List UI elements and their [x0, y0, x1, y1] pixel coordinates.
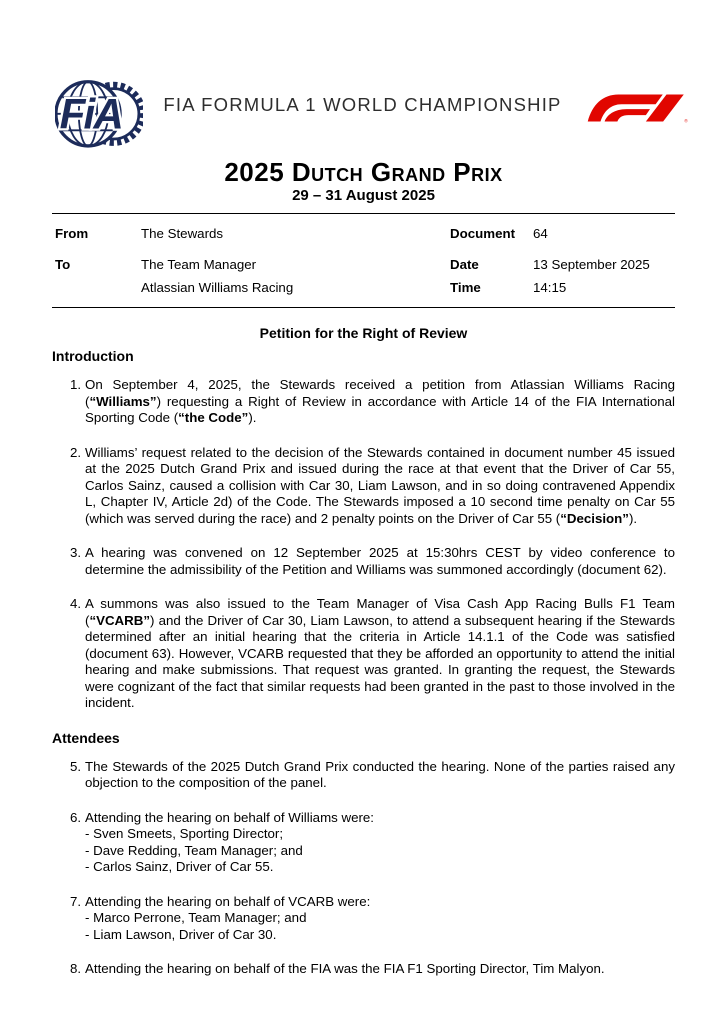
time-value: 14:15 [533, 280, 567, 295]
sub-line: - Marco Perrone, Team Manager; and [85, 910, 307, 925]
section-heading: Introduction [52, 348, 134, 364]
text: ) and the Driver of Car 30, Liam Lawson, to attend a subsequent hearing if the Stewards determined after an initial hearing that the criteria in Article 14.1.1 of the Code was satisfied (document 63). However, VCARB requested that they be afforded an opportunity to attend the initial hearing and make submissions. That request was granted. In granting the request, the Stewards were cognizant of the fact that similar requests had been granted in the past to those involved in the incident. [85, 612, 675, 710]
bold-text: “the Code” [178, 410, 249, 425]
to-value-line1: The Team Manager [141, 257, 257, 272]
item-text [85, 894, 675, 944]
document-header [0, 0, 724, 158]
item-paragraph [85, 596, 675, 712]
sub-line: - Liam Lawson, Driver of Car 30. [85, 926, 277, 942]
f1-icon [582, 93, 688, 123]
list-item [52, 545, 675, 578]
item-text [85, 961, 675, 978]
item-paragraph [85, 377, 675, 427]
event-dates: 29 – 31 August 2025 [292, 187, 435, 204]
sub-line: - Dave Redding, Team Manager; and [85, 842, 303, 858]
text: A summons was also issued to the Team Manager of Visa Cash App Racing Bulls F1 Team ( [85, 596, 675, 628]
fia-globe-gear-icon [55, 66, 143, 158]
date-label: Date [450, 257, 479, 272]
item-paragraph [85, 961, 675, 978]
text: ). [628, 510, 638, 526]
item-number: 6. [70, 809, 82, 825]
list-item [52, 961, 675, 978]
item-number: 4. [70, 596, 82, 611]
date-value: 13 September 2025 [533, 257, 650, 272]
item-number: 7. [70, 893, 82, 909]
item-text [85, 759, 675, 792]
text: A hearing was convened on 12 September 2025 at 15:30hrs CEST by video conference to determine the admissibility of the Petition and Williams was summoned accordingly (document 62). [85, 545, 675, 577]
item-number: 2. [70, 444, 82, 460]
item-number: 8. [70, 961, 82, 976]
fia-logo-text: FiA [59, 90, 123, 138]
text: ) requesting a Right of Review in accordance with Article 14 of the FIA International Sporting Code ( [85, 393, 675, 425]
time-label: Time [450, 280, 481, 295]
item-text [85, 810, 675, 876]
item-text [85, 545, 675, 578]
text: Attending the hearing on behalf of VCARB were: [85, 893, 371, 909]
list-item [52, 894, 675, 944]
item-paragraph [85, 810, 675, 827]
event-title: 2025 Dutch Grand Prix [224, 157, 503, 187]
from-value: The Stewards [141, 226, 224, 241]
text: Attending the hearing on behalf of Williams were: [85, 809, 374, 825]
list-item [52, 759, 675, 792]
sections [52, 348, 675, 978]
list-item [52, 445, 675, 528]
item-number: 3. [70, 545, 82, 560]
item-paragraph [85, 445, 675, 528]
item-text [85, 445, 675, 528]
document-value: 64 [533, 226, 548, 241]
list-item [52, 810, 675, 876]
list-item [52, 596, 675, 712]
item-paragraph [85, 894, 675, 911]
bold-text: “VCARB” [89, 612, 151, 628]
document-label: Document [450, 226, 516, 241]
f1-logo [582, 93, 688, 123]
meta-table [52, 213, 675, 308]
section-heading: Attendees [52, 729, 120, 746]
text: ). [248, 410, 257, 425]
text: On September 4, 2025, the Stewards received a petition from Atlassian Williams Racing ( [85, 377, 675, 409]
spacer-cell [55, 280, 141, 296]
item-number: 5. [70, 758, 82, 774]
text: Attending the hearing on behalf of the FIA was the FIA F1 Sporting Director, Tim Malyon. [85, 961, 605, 976]
item-text [85, 377, 675, 427]
item-paragraph [85, 545, 675, 578]
sub-line: - Carlos Sainz, Driver of Car 55. [85, 859, 274, 874]
f1-registered-mark: ® [684, 118, 688, 123]
item-paragraph [85, 759, 675, 792]
bold-text: “Decision” [560, 510, 629, 526]
bold-text: “Williams” [89, 393, 157, 409]
subject-title: Petition for the Right of Review [259, 325, 468, 341]
item-number: 1. [70, 377, 82, 392]
text: The Stewards of the 2025 Dutch Grand Prix conducted the hearing. None of the parties raised any objection to the composition of the panel. [85, 758, 675, 790]
to-label: To [55, 257, 71, 272]
sub-line: - Sven Smeets, Sporting Director; [85, 826, 284, 841]
to-value-line2: Atlassian Williams Racing [141, 280, 294, 295]
fia-logo [55, 66, 143, 158]
championship-title: FIA FORMULA 1 WORLD CHAMPIONSHIP [163, 94, 562, 115]
document-body [0, 158, 724, 978]
from-label: From [55, 226, 89, 241]
list-item [52, 377, 675, 427]
text: Williams’ request related to the decision of the Stewards contained in document number 45 issued at the 2025 Dutch Grand Prix and issued during the race at that event that the Driver of Car 55, Carlos Sainz, caused a collision with Car 30, Liam Lawson, and in so doing contravened Appendix L, Chapter IV, Article 2d) of the Code. The Stewards imposed a 10 second time penalty on Car 55 (which was served during the race) and 2 penalty points on the Driver of Car 55 ( [85, 444, 675, 526]
item-text [85, 596, 675, 712]
